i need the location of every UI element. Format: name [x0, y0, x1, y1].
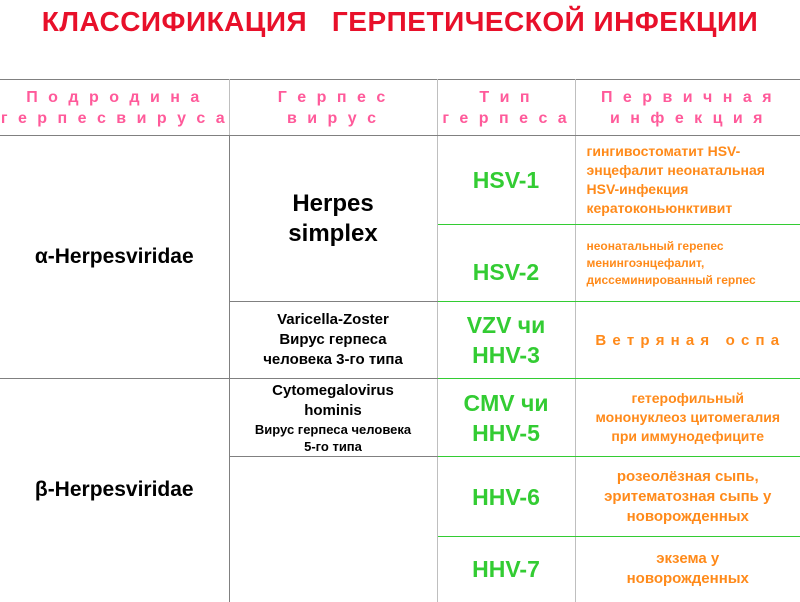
header-type-line1: Т и п	[438, 87, 575, 108]
herpes-simplex-line2: simplex	[230, 219, 437, 249]
cmv-virus-line1: Cytomegalovirus	[230, 381, 437, 401]
table-row	[0, 136, 800, 225]
infection-hhv6-line1: розеолёзная сыпь,	[576, 467, 800, 487]
header-virus-line1: Г е р п е с	[230, 87, 437, 108]
vzv-virus-line2: Вирус герпеса	[230, 330, 437, 350]
type-hsv2: HSV-2	[437, 225, 575, 302]
infection-hsv2	[575, 225, 800, 302]
infection-cmv-line3: при иммунодефиците	[576, 427, 800, 446]
virus-empty-cell	[229, 457, 437, 602]
cmv-virus-line3: Вирус герпеса человека	[230, 421, 437, 438]
type-cmv	[437, 379, 575, 457]
infection-hhv6-line2: эритематозная сыпь у	[576, 487, 800, 507]
infection-hsv1-line3: HSV-инфекция	[587, 180, 800, 199]
subfamily-beta: β-Herpesviridae	[0, 379, 229, 602]
header-primary-line1: П е р в и ч н а я	[576, 87, 800, 108]
infection-hhv7-line2: новорожденных	[576, 569, 800, 589]
header-subfamily-line2: г е р п е с в и р у с а	[0, 108, 229, 129]
infection-cmv-line1: гетерофильный	[576, 389, 800, 408]
header-row	[0, 80, 800, 136]
header-subfamily	[0, 80, 229, 136]
infection-vzv: В е т р я н а я о с п а	[575, 302, 800, 379]
vzv-type-line1: VZV чи	[438, 310, 575, 340]
header-primary-line2: и н ф е к ц и я	[576, 108, 800, 129]
infection-hsv2-line2: менингоэнцефалит,	[587, 255, 800, 272]
cmv-virus-line4: 5-го типа	[230, 438, 437, 455]
infection-cmv-line2: мононуклеоз цитомегалия	[576, 408, 800, 427]
infection-hhv6-line3: новорожденных	[576, 507, 800, 527]
header-virus-line2: в и р у с	[230, 108, 437, 129]
infection-hhv6	[575, 457, 800, 537]
header-type-line2: г е р п е с а	[438, 108, 575, 129]
cmv-type-line2: HHV-5	[438, 418, 575, 448]
infection-hsv1	[575, 136, 800, 225]
header-virus	[229, 80, 437, 136]
virus-cytomegalovirus	[229, 379, 437, 457]
header-type	[437, 80, 575, 136]
vzv-virus-line1: Varicella-Zoster	[230, 310, 437, 330]
header-primary	[575, 80, 800, 136]
infection-cmv	[575, 379, 800, 457]
herpes-simplex-line1: Herpes	[230, 189, 437, 219]
infection-hsv2-line1: неонатальный герепес	[587, 238, 800, 255]
infection-hsv1-line4: кератоконьюнктивит	[587, 199, 800, 218]
cmv-type-line1: CMV чи	[438, 388, 575, 418]
type-hhv7: HHV-7	[437, 537, 575, 602]
vzv-virus-line3: человека 3-го типа	[230, 350, 437, 370]
classification-table	[0, 79, 800, 602]
header-subfamily-line1: П о д р о д и н а	[0, 87, 229, 108]
infection-hhv7	[575, 537, 800, 602]
virus-varicella-zoster	[229, 302, 437, 379]
type-vzv	[437, 302, 575, 379]
infection-hhv7-line1: экзема у	[576, 549, 800, 569]
page-title: КЛАССИФИКАЦИЯ ГЕРПЕТИЧЕСКОЙ ИНФЕКЦИИ	[0, 6, 800, 38]
infection-hsv1-line2: энцефалит неонатальная	[587, 161, 800, 180]
vzv-type-line2: HHV-3	[438, 340, 575, 370]
infection-hsv2-line3: диссеминированный герпес	[587, 272, 800, 289]
infection-hsv1-line1: гингивостоматит HSV-	[587, 142, 800, 161]
type-hsv1: HSV-1	[437, 136, 575, 225]
table-row	[0, 379, 800, 457]
cmv-virus-line2: hominis	[230, 401, 437, 421]
virus-herpes-simplex	[229, 136, 437, 302]
subfamily-alpha: α-Herpesviridae	[0, 136, 229, 379]
type-hhv6: HHV-6	[437, 457, 575, 537]
